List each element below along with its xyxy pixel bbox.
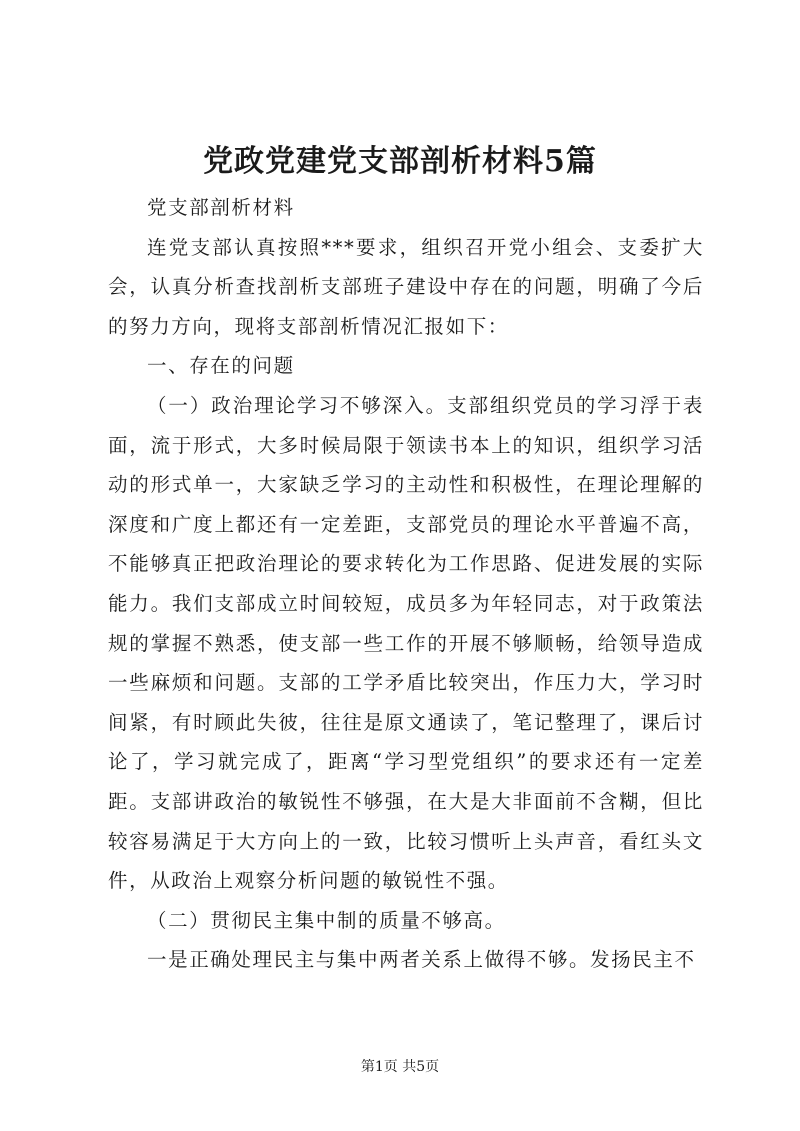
paragraph-subtitle: 党支部剖析材料 bbox=[147, 196, 295, 219]
document-body bbox=[108, 188, 704, 980]
document-title: 党政党建党支部剖析材料5篇 bbox=[203, 144, 597, 179]
paragraph-point-1: （一）政治理论学习不够深入。支部组织党员的学习浮于表面，流于形式，大多时候局限于领读书本上的知识，组织学习活动的形式单一，大家缺乏学习的主动性和积极性，在理论理解的深度和广度上都还有一定差距，支部党员的理论水平普遍不高，不能够真正把政治理论的要求转化为工作思路、促进发展的实际能力。我们支部成立时间较短，成员多为年轻同志，对于政策法规的掌握不熟悉，使支部一些工作的开展不够顺畅，给领导造成一些麻烦和问题。支部的工学矛盾比较突出，作压力大，学习时间紧，有时顾此失彼，往往是原文通读了，笔记整理了，课后讨论了，学习就完成了，距离“学习型党组织”的要求还有一定差距。支部讲政治的敏锐性不够强，在大是大非面前不含糊，但比较容易满足于大方向上的一致，比较习惯听上头声音，看红头文件，从政治上观察分析问题的敏锐性不强。 bbox=[108, 393, 704, 893]
paragraph-point-2-heading: （二）贯彻民主集中制的质量不够高。 bbox=[147, 908, 506, 932]
paragraph-intro: 连党支部认真按照***要求，组织召开党小组会、支委扩大会，认真分析查找剖析支部班子建设中存在的问题，明确了今后的努力方向，现将支部剖析情况汇报如下： bbox=[108, 235, 704, 338]
section-heading: 一、存在的问题 bbox=[147, 354, 295, 378]
paragraph-point-2-body: 一是正确处理民主与集中两者关系上做得不够。发扬民主不 bbox=[147, 948, 696, 972]
page-footer: 第1页 共5页 bbox=[360, 1059, 440, 1075]
